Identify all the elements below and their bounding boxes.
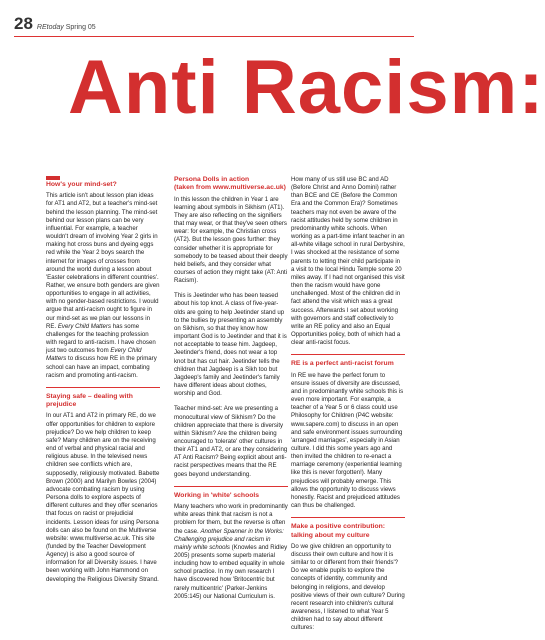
text-run: This article isn't about lesson plan ideas for AT1 and AT2, but a teacher's mind-set behind the lesson planning. The mind-set behind our lesson plans can be very influential. For example, a teacher wouldn't dream of involving Year 2 girls in making hot cross buns and dyeing eggs red while the Year 2 boys search the internet for images of crosses from around the world during a lesson about 'Easter celebrations in different countries'. Rather, we ensure both genders are given opportunities to engage in all activities, with no gender-based restrictions. I would argue that anti-racism ought to figure in our mind-set as we plan our lessons in RE.: [46, 192, 160, 330]
page-number: 28: [14, 14, 33, 33]
page-header: [14, 14, 96, 34]
magazine-line: [37, 24, 96, 31]
text-run: (Knowles and Ridley 2005) presents some superb material including how to embed equality in whole school practice. In my own research I have discovered how 'Britocentric but rarely multicentric' (Parker-Jenkins 2005:145) our National Curriculum is.: [174, 543, 288, 600]
paragraph: In our AT1 and AT2 in primary RE, do we offer opportunities for children to explore prejudice? Do we help children to keep safe? Many children are on the receiving end of verbal and physical racial and religious abuse. In the televised news children see conflicts which are, supposedly, religiously motivated. Babette Brown (2000) and Marilyn Bowles (2004) advocate combating racism by using Persona dolls to explore aspects of different cultures and they offer scenarios that focus on racist or prejudicial incidents. Lesson ideas for using Persona dolls can also be found on the Multiverse website: www.multiverse.ac.uk. This site (funded by the Teacher Development Agency) is also a good source of information for all Diversity issues. I have been working with John Hammond on developing the Religious Diversity Strand.: [46, 412, 160, 583]
italic-text: Every Child Matters: [46, 347, 142, 363]
section-heading: [174, 176, 288, 193]
column-3: [291, 176, 405, 640]
section-heading: How's your mind-set?: [46, 181, 117, 188]
issue-label: Spring 05: [65, 24, 96, 31]
italic-text: Another Spanner in the Works: Challenging prejudice and racism in mainly white schools: [174, 527, 284, 551]
heading-subtext: (taken from www.multiverse.ac.uk): [174, 184, 286, 192]
paragraph: In RE we have the perfect forum to ensure issues of diversity are discussed, and in predominantly white schools this is even more important. For example, a teacher of a Year 5 or 6 class could use Philosophy for Children (P4C website: www.sapere.com) to discuss in an open and safe environment issues surrounding 'arranged marriages', especially in Asian culture. I did this some years ago and then invited the children to re-enact a marriage ceremony (experiential learning like this is never forgotten!). Many prejudices will probably emerge. This allows the opportunity to discuss views honestly. Racist and prejudiced attitudes can thus be challenged.: [291, 371, 404, 510]
heading-text: Persona Dolls in action: [174, 176, 250, 183]
paragraph: [174, 503, 288, 601]
text-run: Many teachers who work in predominantly white areas think that racism is not a problem for them, but the reverse is often the case.: [174, 503, 288, 535]
column-2: [174, 176, 288, 608]
section-heading: Working in 'white' schools: [174, 486, 288, 500]
magazine-name: REtoday: [36, 24, 64, 31]
italic-text: Every Child Matters: [57, 322, 112, 330]
text-run: has some challenges for the teaching profession with regard to anti-racism. I have chosen just two outcomes from: [46, 322, 156, 355]
article-title: Anti Racism:: [68, 45, 545, 130]
section-heading: Staying safe – dealing with prejudice: [46, 387, 160, 410]
paragraph: This is Jeetinder who has been teased about his top knot. A class of five-year-olds are going to help Jeetinder stand up to the bullies by presenting an assembly on Sikhism, so that they know how important God is to Jeetinder and that it is not acceptable to tease him. Jagdeep, Jeetinder's friend, does not wear a top knot but has cut hair. Jeetinder tells the children that Jagdeep is a Sikh too but Jagdeep's family and Jeetinder's family have different ideas about clothes, worship and God.: [174, 292, 287, 398]
accent-bar: [46, 176, 60, 180]
header-rule: [14, 36, 414, 37]
paragraph: Do we give children an opportunity to discuss their own culture and how it is similar to or different from their friends'? Do we enable pupils to explore the concepts of identity, community and belonging in religions, and develop positive views of their own culture? During recent research into children's cultural awareness, I listened to what Year 5 children had to say about different cultures:: [291, 542, 405, 632]
section-heading: RE is a perfect anti-racist forum: [291, 354, 405, 368]
paragraph: How many of us still use BC and AD (Before Christ and Anno Domini) rather than BCE and CE (Before the Common Era and the Common Era)? Sometimes teachers may not even be aware of the racist attitudes held by some children in predominantly white schools. When working as a part-time infant teacher in an all-white village school in rural Derbyshire, I was shocked at the resistance of some parents to letting their child participate in a visit to the local Hindu Temple some 20 miles away. If I had not organised this visit then the racism would have gone unchallenged. Most of the children did in fact attend the visit which was a great success. Afterwards I set about working with governors and staff collectively to write an RE policy and also an Equal Opportunities policy, both of which had a clear anti-racist focus.: [291, 176, 405, 347]
paragraph: [46, 192, 160, 380]
paragraph: In this lesson the children in Year 1 are learning about symbols in Sikhism (AT1). They are also reflecting on the signifiers that may wear, or that they've seen others wear: for example, the Christian cross (AT2). But the lesson goes further: they consider whether it is appropriate for somebody to be teased about their deeply held beliefs, and they consider what courses of action they might take (AT: Anti Racism).: [174, 195, 288, 285]
section-heading: Make a positive contribution: talking about my culture: [291, 517, 405, 540]
column-1: [46, 181, 160, 591]
paragraph: Teacher mind-set: Are we presenting a monocultural view of Sikhism? Do the children appreciate that there is diversity within Sikhism? Are the children being encouraged to 'tolerate' other cultures in their AT1 and AT2, or are they considering AT Anti Racism? Being explicit about anti-racist perspectives means that the RE goes beyond understanding.: [174, 405, 288, 478]
text-run: to discuss how RE in the primary school can have an impact, combating racism and promoting anti-racism.: [46, 355, 157, 379]
